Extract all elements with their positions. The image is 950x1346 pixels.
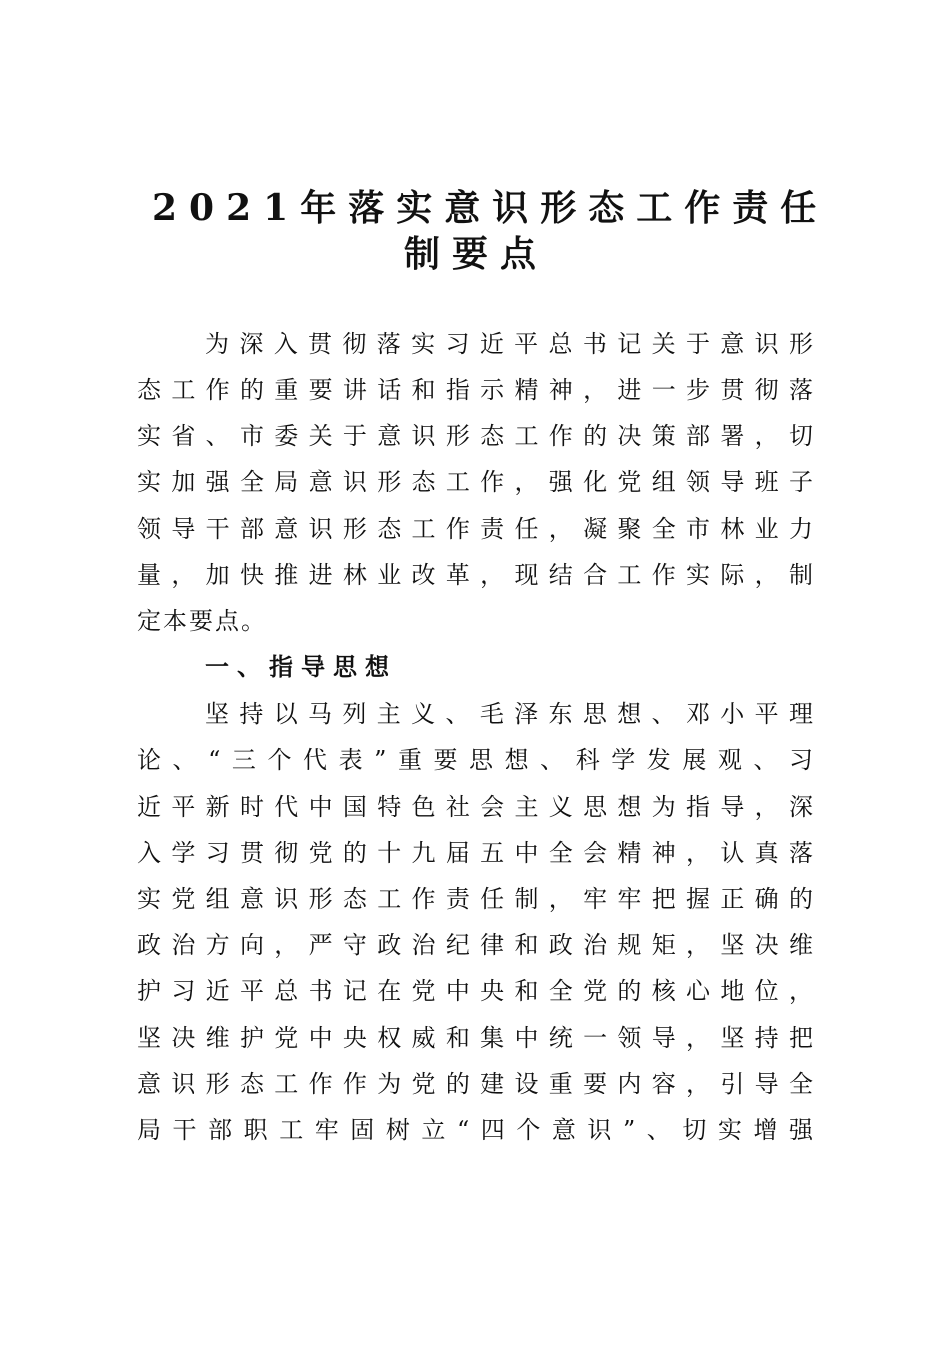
intro-line: 定本要点。	[137, 607, 267, 635]
section1-line: 政治方向，严守政治纪律和政治规矩，坚决维	[137, 931, 815, 959]
section1-line: 坚决维护党中央权威和集中统一领导，坚持把	[137, 1024, 815, 1052]
section1-line: 意识形态工作作为党的建设重要内容，引导全	[137, 1070, 815, 1098]
section1-line: 入学习贯彻党的十九届五中全会精神，认真落	[137, 839, 815, 867]
section1-line: 护习近平总书记在党中央和全党的核心地位，	[137, 977, 815, 1005]
section1-line: 近平新时代中国特色社会主义思想为指导，深	[137, 793, 815, 821]
intro-line: 量，加快推进林业改革，现结合工作实际，制	[137, 561, 815, 589]
section1-heading: 一、指导思想	[205, 653, 397, 681]
intro-line: 态工作的重要讲话和指示精神，进一步贯彻落	[137, 376, 815, 404]
section1-line: 坚持以马列主义、毛泽东思想、邓小平理	[205, 700, 815, 728]
intro-line: 为深入贯彻落实习近平总书记关于意识形	[205, 330, 815, 358]
section1-line: 论、“三个代表”重要思想、科学发展观、习	[137, 746, 815, 774]
document-title-line-1: 2021年落实意识形态工作责任	[152, 187, 829, 229]
section1-line: 局干部职工牢固树立“四个意识”、切实增强	[137, 1116, 815, 1144]
intro-line: 领导干部意识形态工作责任，凝聚全市林业力	[137, 515, 815, 543]
section1-line: 实党组意识形态工作责任制，牢牢把握正确的	[137, 885, 815, 913]
intro-line: 实加强全局意识形态工作，强化党组领导班子	[137, 468, 815, 496]
document-title-line-2: 制要点	[404, 233, 549, 275]
intro-line: 实省、市委关于意识形态工作的决策部署，切	[137, 422, 815, 450]
